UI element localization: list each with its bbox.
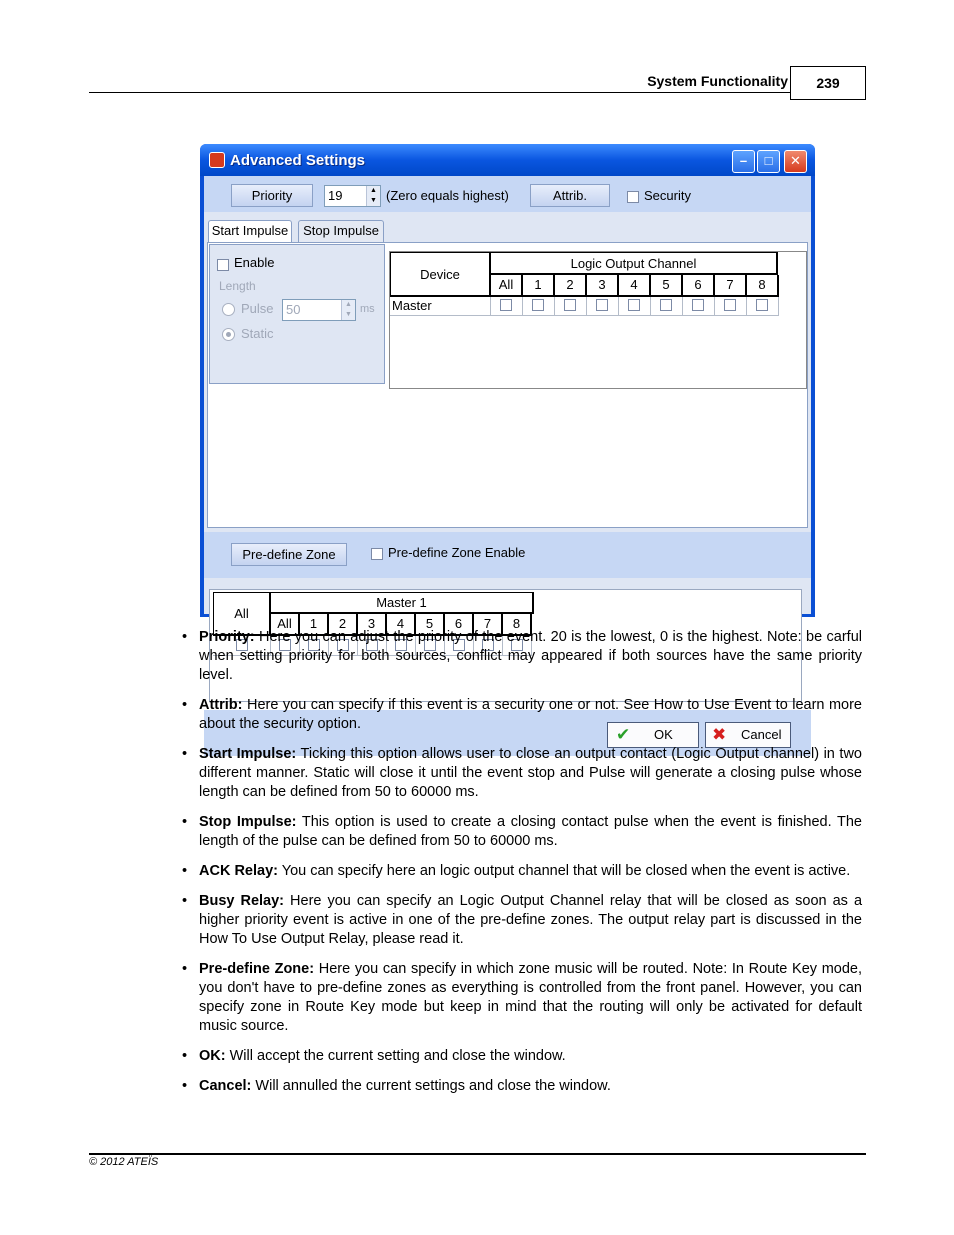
priority-band [204, 176, 811, 212]
device-header: Device [390, 252, 491, 297]
zone-channel-header-8: 8 [503, 614, 532, 636]
minimize-icon[interactable]: – [732, 150, 755, 173]
channel-header-2: 2 [555, 275, 587, 297]
channel-checkbox-3[interactable] [596, 299, 608, 311]
channel-header-5: 5 [651, 275, 683, 297]
logic-output-grid [389, 251, 807, 389]
zone-all-header: All [213, 592, 271, 636]
zone-channel-header-0: All [271, 614, 300, 636]
channel-header-4: 4 [619, 275, 651, 297]
tab-start-impulse[interactable]: Start Impulse [208, 220, 292, 244]
length-label: Length [219, 279, 256, 293]
zone-channel-header-5: 5 [416, 614, 445, 636]
channel-checkbox-1[interactable] [532, 299, 544, 311]
channel-cell-0 [491, 297, 523, 316]
close-icon[interactable]: ✕ [784, 150, 807, 173]
zone-channel-header-2: 2 [329, 614, 358, 636]
security-checkbox[interactable] [627, 191, 639, 203]
zone-channel-header-7: 7 [474, 614, 503, 636]
section-title: System Functionality [647, 73, 788, 89]
ok-label: OK [654, 727, 673, 742]
pulse-value: 50 [286, 302, 301, 317]
pulse-length-stepper[interactable] [282, 299, 356, 321]
pulse-radio[interactable] [222, 303, 235, 316]
bullet-icon: • [182, 697, 188, 713]
bullet-icon: • [182, 863, 188, 879]
channel-cell-7 [715, 297, 747, 316]
priority-hint: (Zero equals highest) [386, 188, 509, 203]
title-bar[interactable] [200, 144, 815, 176]
header-rule [89, 92, 791, 93]
channel-checkbox-6[interactable] [692, 299, 704, 311]
cancel-label: Cancel [741, 727, 782, 742]
channel-header-6: 6 [683, 275, 715, 297]
page-number: 239 [790, 66, 866, 100]
bullet-icon: • [182, 1048, 188, 1064]
predefine-zone-enable-label: Pre-define Zone Enable [388, 545, 526, 560]
stepper-arrows-icon[interactable]: ▲ ▼ [341, 300, 355, 320]
copyright: © 2012 ATEÏS [89, 1156, 159, 1168]
bullet-icon: • [182, 746, 188, 762]
impulse-options [209, 244, 385, 384]
enable-checkbox[interactable] [217, 259, 229, 271]
channel-header-0: All [491, 275, 523, 297]
channel-header-3: 3 [587, 275, 619, 297]
pulse-label: Pulse [241, 301, 274, 316]
list-item [182, 892, 862, 949]
logic-output-header: Logic Output Channel [491, 252, 778, 275]
zone-channel-header-3: 3 [358, 614, 387, 636]
zone-channel-header-1: 1 [300, 614, 329, 636]
static-radio[interactable] [222, 328, 235, 341]
list-item [182, 1077, 862, 1096]
channel-cell-1 [523, 297, 555, 316]
channel-checkbox-4[interactable] [628, 299, 640, 311]
channel-cell-6 [683, 297, 715, 316]
list-item [182, 745, 862, 802]
list-item [182, 960, 862, 1036]
footer-rule [89, 1153, 866, 1155]
priority-button[interactable]: Priority [231, 184, 313, 207]
item-term: OK: [199, 1048, 226, 1064]
item-text: Here you can specify if this event is a security one or not. See How to Use Event to learn more about the security option. [199, 697, 862, 732]
item-term: Priority: [199, 629, 255, 645]
list-item [182, 813, 862, 851]
bullet-icon: • [182, 814, 188, 830]
enable-label: Enable [234, 255, 275, 270]
security-label: Security [644, 188, 691, 203]
check-icon: ✔ [616, 725, 631, 744]
priority-stepper[interactable] [324, 185, 381, 207]
item-term: Attrib: [199, 697, 243, 713]
channel-checkbox-7[interactable] [724, 299, 736, 311]
list-item [182, 696, 862, 734]
item-term: Stop Impulse: [199, 814, 297, 830]
zone-master-header: Master 1 [271, 592, 534, 614]
bullet-icon: • [182, 629, 188, 645]
channel-header-1: 1 [523, 275, 555, 297]
item-text: Will accept the current setting and close the window. [225, 1048, 566, 1064]
zone-channel-header-6: 6 [445, 614, 474, 636]
channel-checkbox-2[interactable] [564, 299, 576, 311]
predefine-band [204, 532, 811, 578]
predefine-zone-button[interactable]: Pre-define Zone [231, 543, 347, 566]
channel-cell-2 [555, 297, 587, 316]
list-item [182, 628, 862, 685]
item-term: Busy Relay: [199, 893, 285, 909]
item-text: Ticking this option allows user to close an output contact (Logic Output channel) in two different manner. Static will close it until the event stop and Pulse will generate a closing pulse whose length can be defined from 50 to 60000 ms. [199, 746, 863, 800]
static-label: Static [241, 326, 274, 341]
tab-stop-impulse[interactable]: Stop Impulse [298, 220, 384, 242]
channel-checkbox-0[interactable] [500, 299, 512, 311]
channel-cell-4 [619, 297, 651, 316]
item-term: ACK Relay: [199, 863, 278, 879]
impulse-panel [207, 242, 808, 528]
attrib-button[interactable]: Attrib. [530, 184, 610, 207]
item-term: Cancel: [199, 1078, 252, 1094]
item-text: Here you can specify an Logic Output Channel relay that will be closed as soon as a higher priority event is active in one of the pre-define zones. The output relay part is discussed in the How To Use Output Relay, please read it. [199, 893, 863, 947]
channel-checkbox-5[interactable] [660, 299, 672, 311]
channel-cell-3 [587, 297, 619, 316]
list-item [182, 1047, 862, 1066]
item-text: Here you can adjust the priority of the event. 20 is the lowest, 0 is the highest. Note: be carful when setting priority for both sources, conflict may appeared if both sources have the same priority level. [199, 629, 862, 683]
zone-channel-header-4: 4 [387, 614, 416, 636]
channel-cell-8 [747, 297, 779, 316]
window-title: Advanced Settings [230, 152, 366, 169]
bullet-icon: • [182, 1078, 188, 1094]
stepper-arrows-icon[interactable]: ▲ ▼ [366, 186, 380, 206]
bullet-icon: • [182, 893, 188, 909]
bullet-icon: • [182, 961, 188, 977]
channel-header-7: 7 [715, 275, 747, 297]
item-text: You can specify here an logic output channel that will be closed when the event is active. [277, 863, 851, 879]
item-text: Will annulled the current settings and close the window. [251, 1078, 611, 1094]
priority-value: 19 [328, 188, 343, 203]
app-icon [209, 152, 225, 168]
item-text: Here you can specify in which zone music will be routed. Note: In Route Key mode, you don't have to pre-define zones as everything is controlled from the front panel. However, you can specify zone in Route Key mode but keep in mind that the routing will only be activated for default music source. [199, 961, 862, 1034]
channel-checkbox-8[interactable] [756, 299, 768, 311]
maximize-icon[interactable]: □ [757, 150, 780, 173]
device-row-master: Master [390, 297, 491, 316]
channel-header-8: 8 [747, 275, 779, 297]
ms-label: ms [360, 303, 375, 315]
predefine-zone-enable-checkbox[interactable] [371, 548, 383, 560]
item-term: Start Impulse: [199, 746, 297, 762]
item-text: This option is used to create a closing contact pulse when the event is finished. The length of the pulse can be defined from 50 to 60000 ms. [199, 814, 862, 849]
item-term: Pre-define Zone: [199, 961, 315, 977]
description-list [182, 628, 862, 1107]
list-item [182, 862, 862, 881]
channel-cell-5 [651, 297, 683, 316]
cancel-x-icon: ✖ [712, 725, 727, 744]
